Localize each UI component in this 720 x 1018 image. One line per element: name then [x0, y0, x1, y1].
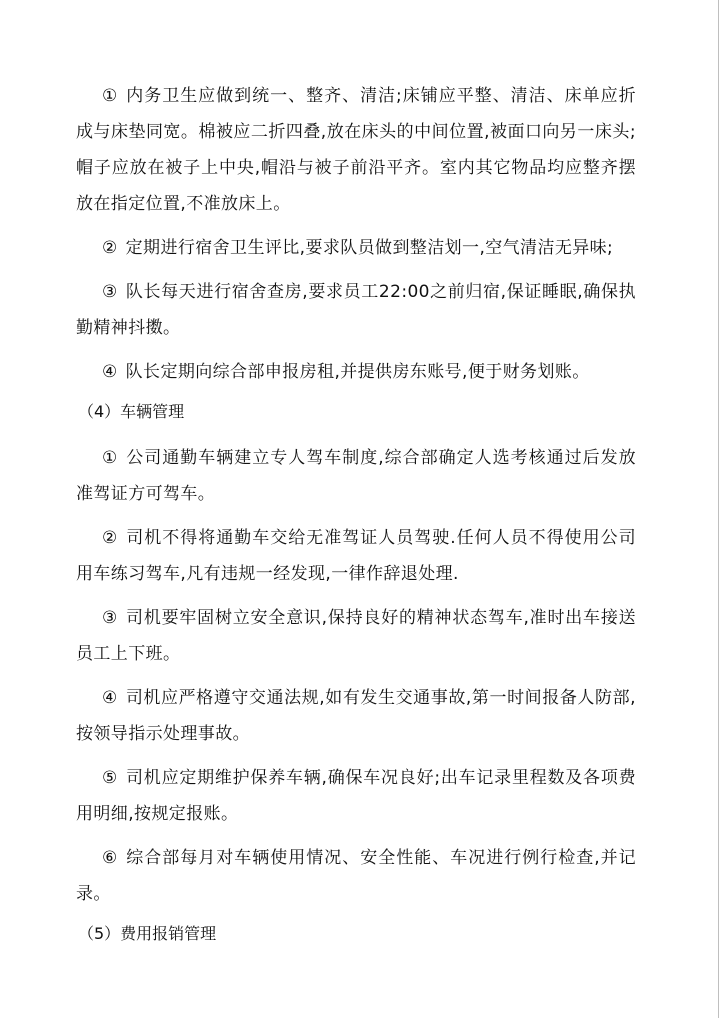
item-number: ① — [102, 448, 119, 468]
item-text: 司机不得将通勤车交给无准驾证人员驾驶.任何人员不得使用公司用车练习驾车,凡有违规一经发现,一律作辞退处理. — [76, 528, 636, 584]
vehicle-rule-1 — [76, 440, 636, 512]
dorm-rule-1 — [76, 78, 636, 222]
section-heading-vehicle: （4）车辆管理 — [78, 402, 185, 421]
vehicle-rule-3 — [76, 600, 636, 672]
item-number: ⑤ — [102, 768, 119, 788]
dorm-rule-4 — [76, 354, 636, 390]
document-body — [76, 78, 636, 962]
item-number: ② — [102, 238, 118, 258]
item-number: ① — [102, 86, 119, 106]
item-text: 司机应严格遵守交通法规,如有发生交通事故,第一时间报备人防部,按领导指示处理事故。 — [76, 688, 636, 744]
item-text: 公司通勤车辆建立专人驾车制度,综合部确定人选考核通过后发放准驾证方可驾车。 — [76, 448, 636, 504]
page-edge — [718, 0, 719, 1018]
item-number: ④ — [102, 688, 118, 708]
item-text: 队长定期向综合部申报房租,并提供房东账号,便于财务划账。 — [125, 362, 590, 382]
dorm-rule-2 — [76, 230, 636, 266]
vehicle-rule-5 — [76, 760, 636, 832]
item-number: ③ — [102, 608, 119, 628]
dorm-rule-3 — [76, 274, 636, 346]
item-text: 定期进行宿舍卫生评比,要求队员做到整洁划一,空气清洁无异味; — [125, 238, 614, 258]
item-text: 内务卫生应做到统一、整齐、清洁;床铺应平整、清洁、床单应折成与床垫同宽。棉被应二折四叠,放在床头的中间位置,被面口向另一床头;帽子应放在被子上中央,帽沿与被子前沿平齐。室内其它物品均应整齐摆放在指定位置,不准放床上。 — [76, 86, 637, 214]
item-number: ② — [102, 528, 119, 548]
section-heading-expense: （5）费用报销管理 — [78, 924, 217, 943]
item-text: 司机要牢固树立安全意识,保持良好的精神状态驾车,准时出车接送员工上下班。 — [76, 608, 636, 664]
item-text: 司机应定期维护保养车辆,确保车况良好;出车记录里程数及各项费用明细,按规定报账。 — [76, 768, 636, 824]
item-number: ⑥ — [102, 848, 119, 868]
vehicle-rule-2 — [76, 520, 636, 592]
item-number: ③ — [102, 282, 118, 302]
vehicle-rule-4 — [76, 680, 636, 752]
vehicle-rule-6 — [76, 840, 636, 912]
item-text: 队长每天进行宿舍查房,要求员工22:00之前归宿,保证睡眠,确保执勤精神抖擞。 — [76, 282, 637, 338]
item-text: 综合部每月对车辆使用情况、安全性能、车况进行例行检查,并记录。 — [76, 848, 636, 904]
item-number: ④ — [102, 362, 118, 382]
